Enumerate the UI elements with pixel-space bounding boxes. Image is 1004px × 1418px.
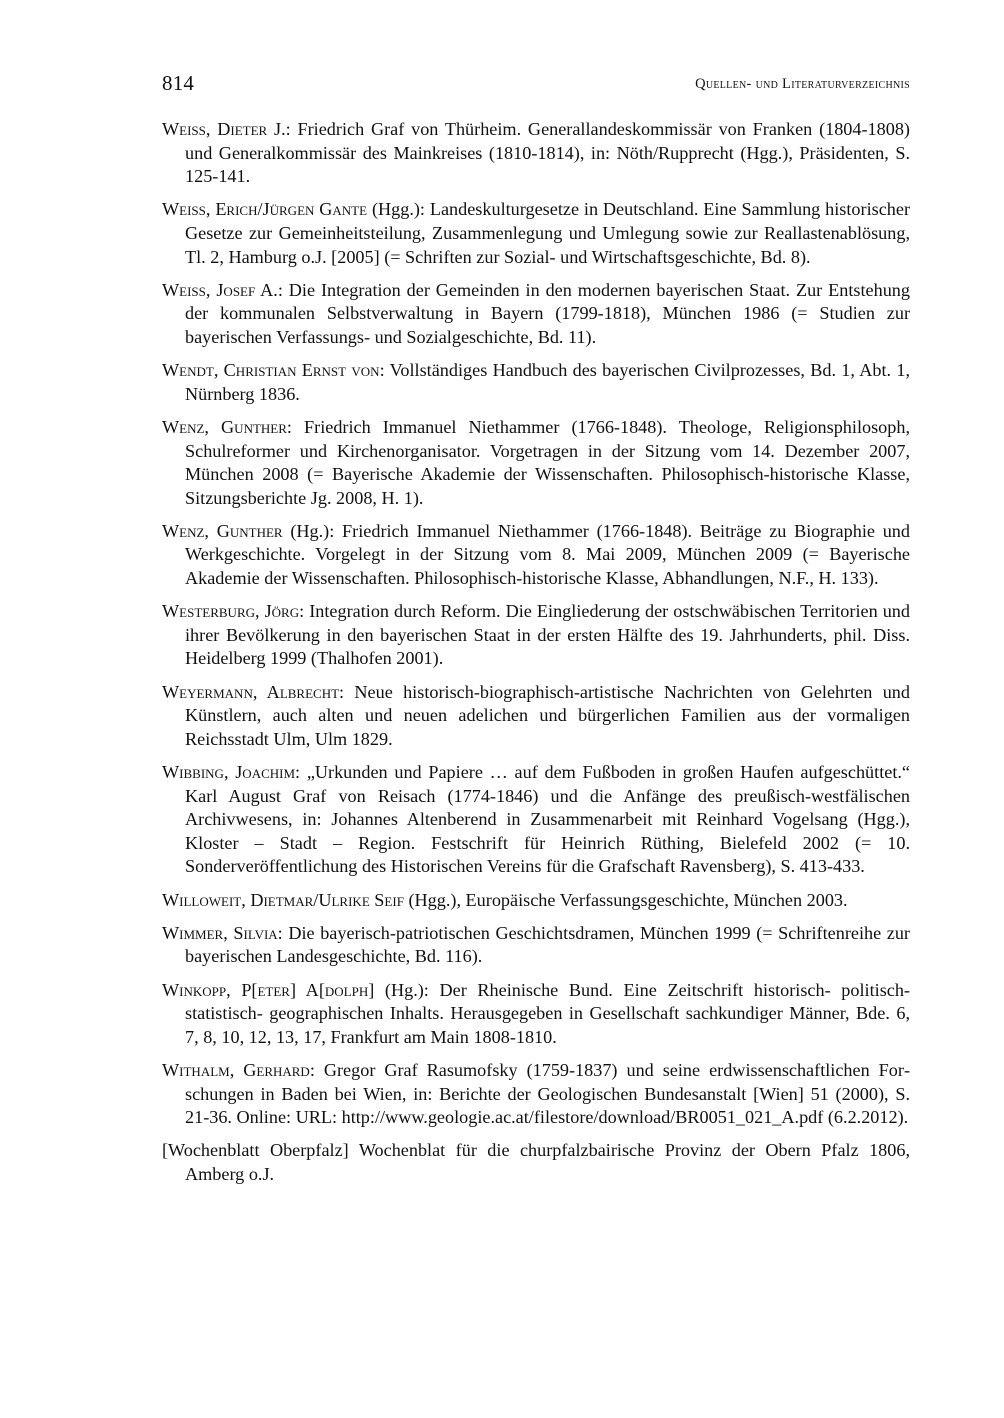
bibliography-entry <box>162 922 910 969</box>
entry-text: (Hgg.): Landeskulturgesetze in Deutschland. Eine Sammlung historischer Gesetze zur Gemeinheitsteilung, Zusammenlegung und Umlegung sowie zur Reallastenablösung, Tl. 2, Hamburg o.J. [2005] (= Schriften zur Sozial- und Wirtschaftsgeschichte, Bd. 8). <box>185 199 911 267</box>
entry-text: : Neue historisch-biographisch-artistische Nachrichten von Gelehrten und Künstlern, auch alten und neuen adelichen und bürgerlichen Familien aus der vormaligen Reichsstadt Ulm, Ulm 1829. <box>185 681 910 749</box>
running-title: Quellen- und Literaturverzeichnis <box>695 76 910 92</box>
bibliography-entry <box>162 979 910 1050</box>
bibliography-entry <box>162 279 910 350</box>
entry-text: : Die Integration der Gemeinden in den modernen bayerischen Staat. Zur Entstehung der kommunalen Selbstverwaltung in Bayern (1799-1818), München 1986 (= Studien zur bayerischen Verfassungs- und Sozialgeschichte, Bd. 11). <box>185 279 910 347</box>
bibliography-entry <box>162 889 910 913</box>
entry-author: Weiss, Dieter J. <box>162 119 286 139</box>
entry-author: Wibbing, Joachim <box>162 762 296 782</box>
bibliography-entry <box>162 520 910 591</box>
entry-author: Weiss, Josef A. <box>162 279 278 300</box>
bibliography-entry <box>162 198 910 269</box>
entry-text: : Friedrich Immanuel Niethammer (1766-1848). Theologe, Religionsphilosoph, Schulreformer und Kirchenorganisator. Vorgetragen in der Sitzung vom 14. Dezember 2007, München 2008 (= Bayerische Akademie der Wissenschaften. Philosophisch-historische Klasse, Sitzungsberichte Jg. 2008, H. 1). <box>185 416 910 508</box>
document-page <box>162 0 911 1184</box>
entry-text: : „Urkunden und Papiere … auf dem Fußboden in großen Haufen aufgeschüttet.“ Karl August Graf von Reisach (1774-1846) und die Anfänge des preußisch-westfälischen Archivwesens, in: Johannes Altenberend in Zusammenarbeit mit Reinhard Vogelsang (Hgg.), Kloster – Stadt – Region. Festschrift für Heinrich Rüthing, Bielefeld 2002 (= 10. Sonderveröffentlichung des Historischen Vereins für die Grafschaft Ravensberg), S. 413-433. <box>185 762 910 877</box>
entry-author: Wenz, Gunther <box>162 520 283 541</box>
entry-text: (Hg.): Der Rheinische Bund. Eine Zeitschrift historisch- politisch-statistisch- geographischen Inhalts. Herausgegeben in Gesellschaft sachkundiger Männer, Bde. 6, 7, 8, 10, 12, 13, 17, Frankfurt am Main 1808-1810. <box>185 979 910 1047</box>
bibliography-list <box>162 118 910 1196</box>
entry-author: Westerburg, Jörg <box>162 601 300 622</box>
bibliography-entry <box>162 416 910 510</box>
entry-author: Wendt, Christian Ernst von <box>162 360 380 381</box>
entry-author: Wenz, Gunther <box>162 416 287 437</box>
bibliography-entry <box>162 359 910 406</box>
entry-text: (Hg.): Friedrich Immanuel Niethammer (1766-1848). Beiträge zu Biographie und Werkgeschichte. Vorgelegt in der Sitzung vom 8. Mai 2009, München 2009 (= Bayerische Akademie der Wissenschaften. Philosophisch-historische Klasse, Abhandlungen, N.F., H. 133). <box>185 520 910 589</box>
entry-text: [Wochenblatt Oberpfalz] Wochenblat für die churpfalzbairische Provinz der Obern Pfalz 1806, Amberg o.J. <box>162 1140 910 1184</box>
entry-text: : Friedrich Graf von Thürheim. Generallandeskommissär von Franken (1804-1808) und Generalkommissär des Mainkreises (1810-1814), in: Nöth/Rupprecht (Hgg.), Präsidenten, S. 125-141. <box>185 119 910 187</box>
entry-text: : Die bayerisch-patriotischen Geschichtsdramen, München 1999 (= Schriftenreihe zur bayerischen Landesgeschichte, Bd. 116). <box>185 922 910 967</box>
bibliography-entry <box>162 1139 910 1186</box>
entry-author: Willoweit, Dietmar/Ulrike Seif <box>162 889 404 910</box>
entry-author: Weiss, Erich/Jürgen Gante <box>162 199 368 220</box>
page-number: 814 <box>162 71 195 95</box>
entry-text: : Vollständiges Handbuch des bayerischen Civilprozesses, Bd. 1, Abt. 1, Nürnberg 1836. <box>185 360 911 404</box>
entry-author: Withalm, Gerhard <box>162 1059 310 1080</box>
entry-author: Wimmer, Silvia <box>162 922 278 943</box>
bibliography-entry <box>162 681 910 752</box>
entry-author: Weyermann, Albrecht <box>162 681 340 702</box>
bibliography-entry <box>162 600 910 671</box>
running-header <box>162 0 910 100</box>
entry-text: : Gregor Graf Rasumofsky (1759-1837) und seine erdwissenschaftlichen Forschungen in Baden bei Wien, in: Berichte der Geologischen Bundesanstalt [Wien] 51 (2000), S. 21-36. Online: URL: http://www.geologie.ac.at/filestore/download/BR0051_021_A.pdf (6.2.2012). <box>185 1059 910 1128</box>
entry-text: (Hgg.), Europäische Verfassungsgeschichte, München 2003. <box>403 889 848 910</box>
bibliography-entry <box>162 1059 910 1130</box>
bibliography-entry <box>162 761 910 879</box>
bibliography-entry <box>162 118 910 189</box>
entry-author: Winkopp, P[eter] A[dolph] <box>162 979 375 1000</box>
entry-text: : Integration durch Reform. Die Eingliederung der ostschwäbischen Territorien und ihrer Bevölkerung in den bayerischen Staat in der ersten Hälfte des 19. Jahrhunderts, phil. Diss. Heidelberg 1999 (Thalhofen 2001). <box>185 601 910 669</box>
